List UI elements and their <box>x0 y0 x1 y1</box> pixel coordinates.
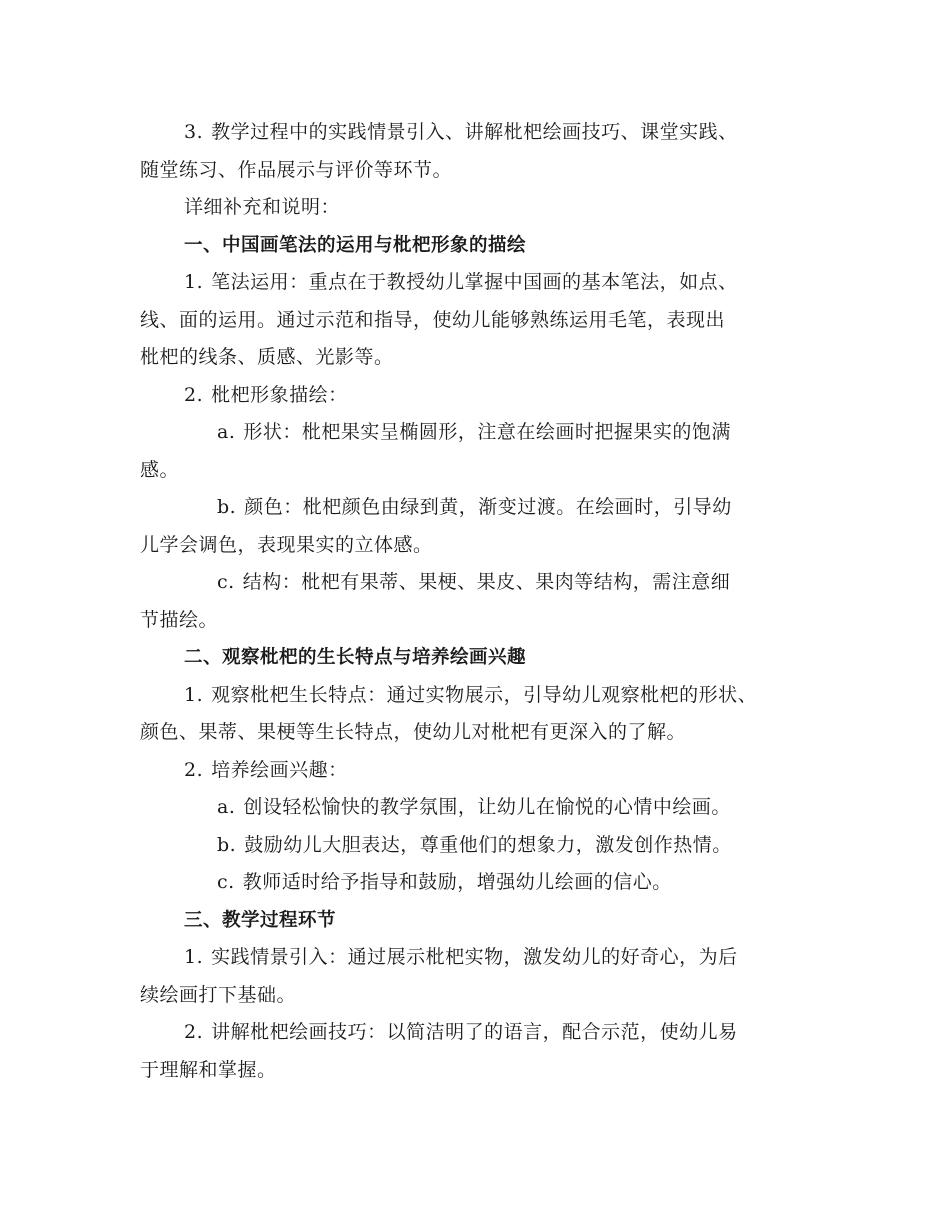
paragraph-text: 枇杷形象描绘： <box>211 383 348 406</box>
paragraph-text: 于理解和掌握。 <box>140 1058 277 1081</box>
paragraph-text: 线、面的运用。通过示范和指导，使幼儿能够熟练运用毛笔，表现出 <box>140 308 726 331</box>
paragraph-text: 节描绘。 <box>140 608 219 631</box>
paragraph-continuation <box>140 452 820 490</box>
paragraph-line <box>140 114 820 152</box>
sub-item-line <box>140 864 820 902</box>
paragraph-text: 颜色：枇杷颜色由绿到黄，渐变过渡。在绘画时，引导幼 <box>244 496 732 518</box>
sub-item-line <box>140 489 820 527</box>
heading-text: 一、中国画笔法的运用与枇杷形象的描绘 <box>184 234 527 256</box>
item-number: 1. <box>184 946 204 968</box>
item-letter: b. <box>217 496 237 518</box>
item-number: 3. <box>184 121 204 143</box>
paragraph-continuation <box>140 527 820 565</box>
heading-text: 三、教学过程环节 <box>184 909 337 931</box>
item-letter: b. <box>217 833 237 856</box>
section-heading <box>140 639 820 677</box>
paragraph-continuation <box>140 714 820 752</box>
paragraph-text: 续绘画打下基础。 <box>140 983 297 1006</box>
paragraph-text: 枇杷的线条、质感、光影等。 <box>140 346 394 368</box>
paragraph-line <box>140 677 820 715</box>
paragraph-continuation <box>140 977 820 1015</box>
paragraph-text: 培养绘画兴趣： <box>211 758 348 781</box>
item-number: 1. <box>184 683 204 706</box>
paragraph-text: 形状：枇杷果实呈椭圆形，注意在绘画时把握果实的饱满 <box>243 421 731 443</box>
item-letter: a. <box>217 421 236 443</box>
paragraph-continuation <box>140 1052 820 1090</box>
paragraph-line <box>140 189 820 227</box>
paragraph-continuation <box>140 152 820 190</box>
paragraph-text: 随堂练习、作品展示与评价等环节。 <box>140 158 453 181</box>
item-letter: c. <box>217 571 235 593</box>
item-number: 2. <box>184 1021 204 1043</box>
item-number: 1. <box>184 271 204 293</box>
paragraph-text: 颜色、果蒂、果梗等生长特点，使幼儿对枇杷有更深入的了解。 <box>140 721 687 743</box>
paragraph-text: 儿学会调色，表现果实的立体感。 <box>140 533 433 556</box>
item-letter: c. <box>217 871 235 893</box>
paragraph-line <box>140 939 820 977</box>
paragraph-continuation <box>140 339 820 377</box>
section-heading <box>140 902 820 940</box>
sub-item-line <box>140 827 820 865</box>
sub-item-line <box>140 414 820 452</box>
paragraph-text: 教学过程中的实践情景引入、讲解枇杷绘画技巧、课堂实践、 <box>211 121 738 143</box>
paragraph-text: 感。 <box>140 458 180 481</box>
paragraph-text: 结构：枇杷有果蒂、果梗、果皮、果肉等结构，需注意细 <box>242 571 731 593</box>
paragraph-text: 实践情景引入：通过展示枇杷实物，激发幼儿的好奇心，为后 <box>211 946 738 968</box>
paragraph-line <box>140 1014 820 1052</box>
document-page <box>140 114 820 1089</box>
section-heading <box>140 227 820 265</box>
paragraph-text: 详细补充和说明： <box>184 196 341 218</box>
paragraph-continuation <box>140 602 820 640</box>
paragraph-line <box>140 264 820 302</box>
paragraph-line <box>140 377 820 415</box>
heading-text: 二、观察枇杷的生长特点与培养绘画兴趣 <box>184 647 527 668</box>
paragraph-continuation <box>140 302 820 340</box>
item-letter: a. <box>217 796 236 818</box>
sub-item-line <box>140 564 820 602</box>
sub-item-line <box>140 789 820 827</box>
item-number: 2. <box>184 383 204 406</box>
paragraph-line <box>140 752 820 790</box>
paragraph-text: 教师适时给予指导和鼓励，增强幼儿绘画的信心。 <box>242 871 672 893</box>
item-number: 2. <box>184 758 204 781</box>
paragraph-text: 鼓励幼儿大胆表达，尊重他们的想象力，激发创作热情。 <box>244 833 732 856</box>
paragraph-text: 观察枇杷生长特点：通过实物展示，引导幼儿观察枇杷的形状、 <box>211 683 758 706</box>
paragraph-text: 讲解枇杷绘画技巧：以简洁明了的语言，配合示范，使幼儿易 <box>211 1021 738 1043</box>
paragraph-text: 笔法运用：重点在于教授幼儿掌握中国画的基本笔法，如点、 <box>211 271 738 293</box>
paragraph-text: 创设轻松愉快的教学氛围，让幼儿在愉悦的心情中绘画。 <box>243 796 731 818</box>
